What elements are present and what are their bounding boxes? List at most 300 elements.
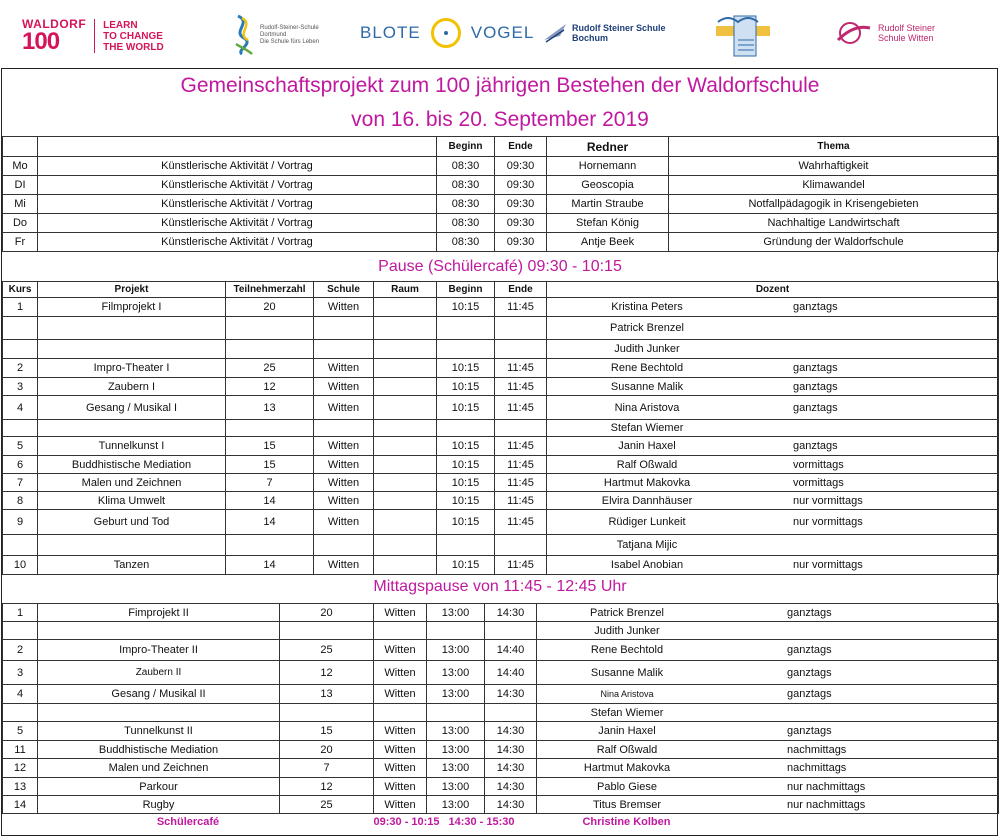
course-begin: 10:15: [437, 378, 495, 396]
course-row: [3, 340, 999, 359]
talks-table: [2, 136, 999, 252]
course-begin: 10:15: [437, 437, 495, 456]
course-lecturer-cell: [547, 396, 999, 420]
rsw-line1: Rudolf Steiner: [878, 23, 936, 33]
course-end: [495, 535, 547, 556]
course-lecturer-cell: [547, 340, 999, 359]
course-number: 2: [3, 359, 38, 378]
course-end: 14:30: [485, 722, 537, 741]
talk-row: [3, 157, 999, 176]
page-subtitle: von 16. bis 20. September 2019: [351, 108, 649, 131]
course-project: Buddhistische Mediation: [38, 741, 280, 759]
course-lecturer-cell: [547, 556, 999, 575]
course-number: 3: [3, 378, 38, 396]
talk-activity: Künstlerische Aktivität / Vortrag: [38, 214, 437, 233]
course-project: [38, 420, 226, 437]
course-lecturer-cell: [547, 437, 999, 456]
course-room: [374, 396, 437, 420]
talk-row: [3, 176, 999, 195]
course-row: [3, 378, 999, 396]
course-begin: 13:00: [427, 796, 485, 814]
course-end: 11:45: [495, 378, 547, 396]
course-participants: [226, 535, 314, 556]
talk-speaker: Stefan König: [547, 214, 669, 233]
course-note: ganztags: [787, 666, 832, 679]
course-project: Rugby: [38, 796, 280, 814]
cafe-person-name: Christine Kolben: [582, 816, 671, 829]
course-project: Klima Umwelt: [38, 492, 226, 510]
header-project: Projekt: [38, 282, 226, 298]
header-room: Raum: [374, 282, 437, 298]
course-participants: [226, 317, 314, 340]
course-end: 11:45: [495, 359, 547, 378]
course-participants: 20: [226, 298, 314, 317]
course-lecturer: Janin Haxel: [598, 725, 656, 737]
course-number: 10: [3, 556, 38, 575]
course-note: nachmittags: [787, 743, 847, 756]
course-begin: 10:15: [437, 396, 495, 420]
talk-activity: Künstlerische Aktivität / Vortrag: [38, 195, 437, 214]
sun-icon: [431, 18, 461, 48]
header-lecturer: Dozent: [547, 282, 999, 298]
course-end: 14:40: [485, 640, 537, 661]
course-lecturer-cell: [537, 704, 999, 722]
course-end: 14:30: [485, 604, 537, 622]
course-lecturer: Kristina Peters: [611, 301, 683, 313]
course-end: 11:45: [495, 456, 547, 474]
course-school: [374, 704, 427, 722]
course-end: [495, 340, 547, 359]
course-project: Gesang / Musikal II: [38, 685, 280, 704]
course-lecturer-cell: [537, 722, 999, 741]
logo-tag-2: TO CHANGE: [103, 30, 163, 42]
course-number: 1: [3, 298, 38, 317]
course-lecturer-cell: [537, 759, 999, 778]
course-lecturer: Stefan Wiemer: [610, 422, 684, 434]
course-begin: 10:15: [437, 298, 495, 317]
course-begin: 13:00: [427, 741, 485, 759]
wing-icon: [542, 22, 568, 44]
course-school: Witten: [374, 722, 427, 741]
course-lecturer-cell: [547, 456, 999, 474]
course-room: [374, 456, 437, 474]
course-number: 8: [3, 492, 38, 510]
talk-begin: 08:30: [437, 176, 495, 195]
course-room: [374, 510, 437, 535]
talk-day: DI: [3, 176, 38, 195]
waldorf-logo-word: WALDORF: [22, 17, 87, 31]
course-begin: 10:15: [437, 359, 495, 378]
course-lecturer: Rene Bechtold: [590, 644, 664, 656]
talk-end: 09:30: [495, 214, 547, 233]
course-number: 1: [3, 604, 38, 622]
course-room: [374, 317, 437, 340]
course-note: nur vormittags: [793, 559, 863, 571]
talk-day: Fr: [3, 233, 38, 252]
course-end: [495, 420, 547, 437]
course-participants: [280, 622, 374, 640]
course-project: Malen und Zeichnen: [38, 474, 226, 492]
course-lecturer: Judith Junker: [594, 624, 660, 637]
course-begin: 13:00: [427, 685, 485, 704]
course-note: vormittags: [793, 458, 844, 471]
course-begin: [437, 420, 495, 437]
header-begin: Beginn: [437, 137, 495, 157]
course-project: Gesang / Musikal I: [38, 396, 226, 420]
course-project: Zaubern II: [38, 661, 280, 685]
course-lecturer-cell: [547, 298, 999, 317]
course-number: 7: [3, 474, 38, 492]
course-participants: 7: [226, 474, 314, 492]
course-lecturer-cell: [537, 741, 999, 759]
cafe-person: [537, 814, 999, 831]
course-number: 5: [3, 722, 38, 741]
course-project: [38, 317, 226, 340]
course-begin: 13:00: [427, 640, 485, 661]
header-participants: Teilnehmerzahl: [226, 282, 314, 298]
talk-speaker: Geoscopia: [547, 176, 669, 195]
course-lecturer: Patrick Brenzel: [610, 322, 684, 334]
course-lecturer-cell: [537, 640, 999, 661]
course-row: [3, 437, 999, 456]
course-school: Witten: [314, 359, 374, 378]
rsb-line1: Rudolf Steiner Schule: [572, 23, 666, 33]
header-begin: Beginn: [437, 282, 495, 298]
blote-vogel-logo: [360, 18, 534, 48]
course-project: [38, 622, 280, 640]
talk-row: [3, 195, 999, 214]
course-end: 11:45: [495, 492, 547, 510]
talks-header-row: [3, 137, 999, 157]
course-lecturer: Isabel Anobian: [610, 559, 684, 571]
course-lecturer: Ralf Oßwald: [616, 458, 678, 471]
header-speaker: Redner: [547, 137, 669, 157]
course-lecturer-cell: [547, 359, 999, 378]
course-room: [374, 556, 437, 575]
course-lecturer: Susanne Malik: [590, 666, 664, 679]
course-row: [3, 535, 999, 556]
course-project: Tunnelkunst II: [38, 722, 280, 741]
talk-row: [3, 214, 999, 233]
course-row: [3, 604, 999, 622]
rudolf-steiner-schule-witten-logo: [836, 20, 935, 46]
course-row: [3, 456, 999, 474]
course-school: [314, 420, 374, 437]
logo-bar: [0, 0, 1000, 68]
course-end: [485, 622, 537, 640]
course-school: Witten: [374, 604, 427, 622]
page-title: Gemeinschaftsprojekt zum 100 jährigen Bestehen der Waldorfschule: [180, 74, 820, 97]
talk-topic: Gründung der Waldorfschule: [669, 233, 999, 252]
header-topic: Thema: [669, 137, 999, 157]
cafe-time-1: 09:30 - 10:15: [373, 816, 440, 829]
course-number: 2: [3, 640, 38, 661]
course-number: 6: [3, 456, 38, 474]
course-note: nur vormittags: [793, 516, 863, 528]
course-number: 5: [3, 437, 38, 456]
blote-text: BLOTE: [360, 23, 421, 42]
course-begin: [437, 535, 495, 556]
course-end: 11:45: [495, 474, 547, 492]
course-room: [374, 359, 437, 378]
course-row: [3, 510, 999, 535]
course-project: Impro-Theater II: [38, 640, 280, 661]
course-row: [3, 759, 999, 778]
afternoon-courses-table: [2, 603, 999, 831]
course-room: [374, 437, 437, 456]
course-note: vormittags: [793, 476, 844, 489]
course-number: 9: [3, 510, 38, 535]
course-participants: 12: [280, 661, 374, 685]
course-project: Impro-Theater I: [38, 359, 226, 378]
course-row: [3, 796, 999, 814]
course-end: 11:45: [495, 437, 547, 456]
course-row: [3, 741, 999, 759]
course-number: [3, 704, 38, 722]
course-end: 14:30: [485, 759, 537, 778]
rudolf-steiner-schule-bochum-logo: [542, 22, 666, 44]
talk-day: Mo: [3, 157, 38, 176]
course-begin: 13:00: [427, 722, 485, 741]
course-lecturer-cell: [547, 420, 999, 437]
course-school: Witten: [374, 778, 427, 796]
course-note: ganztags: [787, 725, 832, 737]
course-note: ganztags: [787, 606, 832, 619]
course-project: Geburt und Tod: [38, 510, 226, 535]
course-school: Witten: [374, 661, 427, 685]
course-room: [374, 340, 437, 359]
course-project: Tunnelkunst I: [38, 437, 226, 456]
course-participants: 14: [226, 510, 314, 535]
course-participants: [226, 340, 314, 359]
talk-end: 09:30: [495, 157, 547, 176]
course-begin: [437, 340, 495, 359]
logo-divider: [94, 19, 95, 53]
talk-end: 09:30: [495, 176, 547, 195]
course-lecturer: Judith Junker: [614, 343, 680, 355]
school-logo-witten-campus: [714, 12, 772, 58]
course-row: [3, 474, 999, 492]
course-project: [38, 704, 280, 722]
course-row: [3, 359, 999, 378]
course-lecturer: Susanne Malik: [610, 380, 684, 393]
course-row: [3, 704, 999, 722]
talk-begin: 08:30: [437, 157, 495, 176]
course-school: Witten: [314, 510, 374, 535]
course-participants: 12: [226, 378, 314, 396]
course-begin: 10:15: [437, 474, 495, 492]
course-begin: [427, 622, 485, 640]
course-project: [38, 535, 226, 556]
course-participants: [280, 704, 374, 722]
course-lecturer: Nina Aristova: [614, 401, 680, 414]
course-participants: 25: [226, 359, 314, 378]
course-row: [3, 722, 999, 741]
course-room: [374, 492, 437, 510]
course-end: 14:30: [485, 741, 537, 759]
course-room: [374, 535, 437, 556]
course-end: 14:30: [485, 796, 537, 814]
course-school: Witten: [314, 474, 374, 492]
morning-courses-table: [2, 281, 999, 575]
course-note: ganztags: [793, 401, 838, 414]
course-end: 11:45: [495, 510, 547, 535]
talk-speaker: Antje Beek: [547, 233, 669, 252]
course-lecturer: Hartmut Makovka: [583, 762, 671, 774]
course-note: ganztags: [787, 688, 832, 700]
rsd-line2: Dortmund: [260, 31, 287, 38]
talk-speaker: Martin Straube: [547, 195, 669, 214]
course-participants: 12: [280, 778, 374, 796]
course-school: Witten: [314, 437, 374, 456]
cafe-label: Schülercafé: [156, 816, 220, 829]
talk-topic: Nachhaltige Landwirtschaft: [669, 214, 999, 233]
course-lecturer-cell: [537, 796, 999, 814]
course-end: [485, 704, 537, 722]
talk-activity: Künstlerische Aktivität / Vortrag: [38, 233, 437, 252]
course-school: Witten: [314, 492, 374, 510]
course-note: nur nachmittags: [787, 798, 866, 811]
header-end: Ende: [495, 137, 547, 157]
course-number: [3, 535, 38, 556]
header-school: Schule: [314, 282, 374, 298]
talk-end: 09:30: [495, 195, 547, 214]
course-number: 13: [3, 778, 38, 796]
talk-row: [3, 233, 999, 252]
course-room: [374, 474, 437, 492]
rudolf-steiner-schule-dortmund-logo: [232, 14, 319, 56]
course-participants: 15: [226, 437, 314, 456]
talk-end: 09:30: [495, 233, 547, 252]
talk-speaker: Hornemann: [547, 157, 669, 176]
course-begin: 13:00: [427, 661, 485, 685]
course-school: [314, 340, 374, 359]
course-note: ganztags: [787, 644, 832, 656]
course-number: [3, 317, 38, 340]
course-lecturer-cell: [547, 317, 999, 340]
course-note: ganztags: [793, 440, 838, 452]
course-lecturer-cell: [547, 510, 999, 535]
course-lecturer-cell: [537, 622, 999, 640]
course-row: [3, 556, 999, 575]
course-row: [3, 492, 999, 510]
course-end: 14:30: [485, 778, 537, 796]
course-row: [3, 640, 999, 661]
cafe-row: [3, 814, 999, 831]
course-lecturer: Elvira Dannhäuser: [601, 494, 693, 507]
course-school: [314, 535, 374, 556]
course-project: [38, 340, 226, 359]
course-school: [374, 622, 427, 640]
talk-begin: 08:30: [437, 233, 495, 252]
course-begin: 10:15: [437, 456, 495, 474]
lunch-break-banner: Mittagspause von 11:45 - 12:45 Uhr: [373, 578, 627, 595]
course-row: [3, 661, 999, 685]
course-participants: [226, 420, 314, 437]
waldorf-logo-number: 100: [22, 28, 60, 55]
logo-tag-1: LEARN: [103, 19, 138, 31]
pause-banner: Pause (Schülercafé) 09:30 - 10:15: [378, 258, 622, 275]
course-project: Buddhistische Mediation: [38, 456, 226, 474]
course-school: Witten: [374, 759, 427, 778]
course-lecturer-cell: [537, 778, 999, 796]
course-end: 14:30: [485, 685, 537, 704]
course-participants: 25: [280, 796, 374, 814]
swirl-icon: [232, 14, 256, 56]
course-begin: 13:00: [427, 759, 485, 778]
vogel-text: VOGEL: [470, 23, 535, 42]
talk-topic: Klimawandel: [669, 176, 999, 195]
course-school: Witten: [374, 796, 427, 814]
course-row: [3, 685, 999, 704]
cafe-time-2: 14:30 - 15:30: [448, 816, 515, 829]
course-school: Witten: [314, 298, 374, 317]
header-kurs: Kurs: [3, 282, 38, 298]
course-number: [3, 622, 38, 640]
course-number: 3: [3, 661, 38, 685]
course-note: ganztags: [793, 301, 838, 313]
course-participants: 15: [280, 722, 374, 741]
course-number: 11: [3, 741, 38, 759]
course-project: Zaubern I: [38, 378, 226, 396]
course-school: [314, 317, 374, 340]
course-begin: 10:15: [437, 510, 495, 535]
course-note: nur vormittags: [793, 494, 863, 507]
course-begin: 13:00: [427, 778, 485, 796]
course-room: [374, 420, 437, 437]
course-lecturer: Rüdiger Lunkeit: [608, 516, 686, 528]
building-icon: [714, 12, 772, 58]
talk-topic: Wahrhaftigkeit: [669, 157, 999, 176]
course-number: 12: [3, 759, 38, 778]
course-end: 11:45: [495, 396, 547, 420]
course-participants: 15: [226, 456, 314, 474]
course-lecturer: Titus Bremser: [592, 798, 662, 811]
course-project: Malen und Zeichnen: [38, 759, 280, 778]
course-participants: 13: [280, 685, 374, 704]
course-lecturer-cell: [547, 535, 999, 556]
course-participants: 20: [280, 741, 374, 759]
course-lecturer: Rene Bechtold: [610, 362, 684, 374]
course-row: [3, 317, 999, 340]
course-participants: 14: [226, 556, 314, 575]
course-lecturer: Janin Haxel: [618, 440, 676, 452]
course-room: [374, 378, 437, 396]
course-note: nur nachmittags: [787, 780, 866, 793]
logo-tag-3: THE WORLD: [103, 41, 164, 53]
course-lecturer-cell: [537, 685, 999, 704]
swoosh-icon: [836, 20, 872, 46]
rsw-line2: Schule Witten: [878, 33, 934, 43]
course-end: 11:45: [495, 556, 547, 575]
course-end: 11:45: [495, 298, 547, 317]
course-number: 14: [3, 796, 38, 814]
course-lecturer: Stefan Wiemer: [590, 706, 664, 719]
course-number: 4: [3, 685, 38, 704]
course-school: Witten: [374, 685, 427, 704]
course-lecturer: Nina Aristova: [600, 689, 654, 699]
course-school: Witten: [374, 741, 427, 759]
course-end: [495, 317, 547, 340]
course-project: Fimprojekt II: [38, 604, 280, 622]
talk-day: Do: [3, 214, 38, 233]
course-lecturer-cell: [547, 474, 999, 492]
course-participants: 25: [280, 640, 374, 661]
course-begin: 10:15: [437, 492, 495, 510]
course-project: Parkour: [38, 778, 280, 796]
waldorf-100-logo: [22, 18, 164, 54]
header-end: Ende: [495, 282, 547, 298]
